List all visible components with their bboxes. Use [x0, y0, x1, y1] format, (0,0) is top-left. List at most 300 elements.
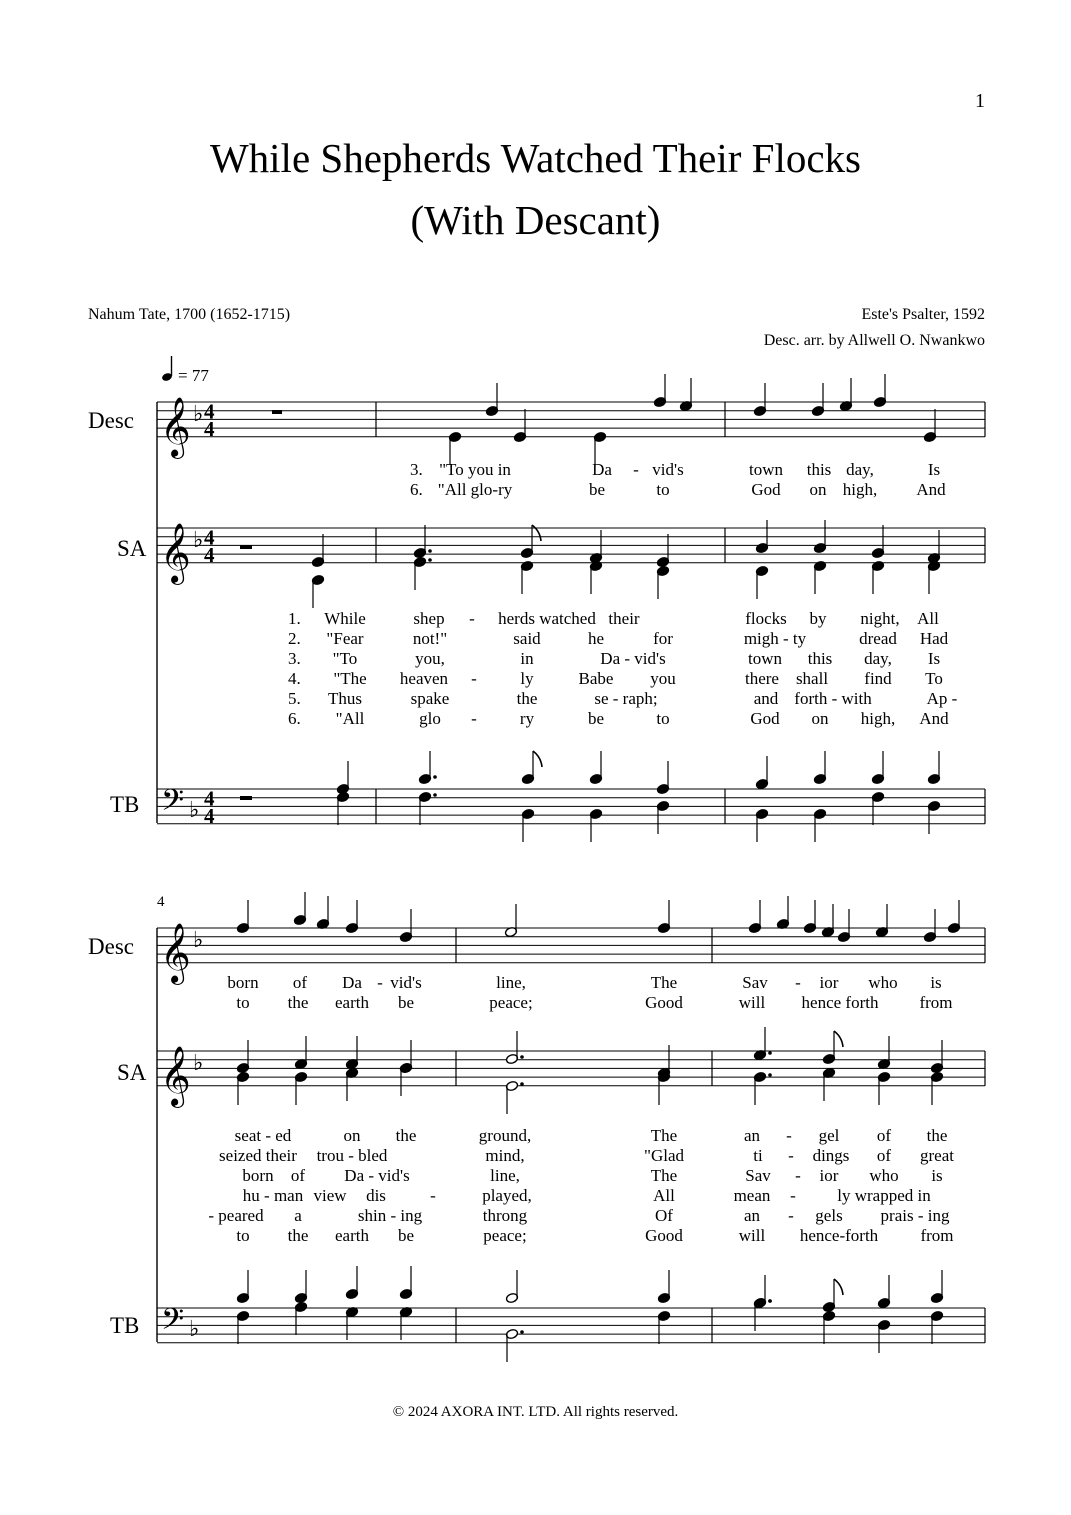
- note: [753, 1071, 771, 1105]
- staff: [157, 397, 985, 459]
- lyric-syllable: se - raph;: [594, 689, 658, 708]
- note: [755, 756, 768, 790]
- lyric-syllable: who: [869, 1166, 899, 1185]
- lyric-syllable: of: [292, 973, 308, 992]
- lyric-syllable: shall: [795, 669, 829, 688]
- flag: [834, 1279, 843, 1295]
- lyric-syllable: on: [343, 1126, 361, 1145]
- verse-number: 3.: [410, 460, 423, 479]
- lyric-syllable: To: [925, 669, 943, 688]
- lyric-syllable: is: [930, 973, 942, 992]
- lyricist-credit: Nahum Tate, 1700 (1652-1715): [88, 306, 291, 323]
- lyric-syllable: not!": [412, 629, 448, 648]
- rest-icon: [272, 410, 282, 414]
- lyric-syllable: of: [290, 1166, 306, 1185]
- note: [839, 378, 852, 412]
- staff: [157, 1303, 985, 1343]
- dot: [428, 549, 432, 553]
- time-signature-bottom: 4: [204, 803, 215, 828]
- note: [294, 1036, 307, 1070]
- lyric-syllable: is: [931, 1166, 943, 1185]
- note: [871, 560, 884, 594]
- lyric-syllable: line,: [496, 973, 526, 992]
- lyric-syllable: this: [807, 649, 833, 668]
- lyric-syllable: he: [587, 629, 605, 648]
- note: [656, 800, 669, 834]
- lyric-syllable: night,: [860, 609, 900, 628]
- lyric-syllable: a: [294, 1206, 302, 1225]
- lyric-syllable: -: [788, 1146, 794, 1165]
- note: [521, 751, 542, 785]
- note: [236, 900, 249, 934]
- note: [236, 1270, 249, 1304]
- lyric-syllable: of: [876, 1146, 892, 1165]
- note: [923, 409, 936, 443]
- lyric-syllable: -: [790, 1186, 796, 1205]
- lyric-syllable: be: [397, 1226, 415, 1245]
- lyric-syllable: dis: [366, 1186, 386, 1205]
- time-signature-top: 4: [204, 399, 215, 424]
- flat-icon: ♭: [193, 1050, 204, 1075]
- lyric-syllable: herds watched: [498, 609, 596, 628]
- note: [875, 904, 888, 938]
- lyric-syllable: -: [471, 709, 477, 728]
- note: [657, 1310, 670, 1344]
- treble-clef-icon: 𝄞: [160, 398, 191, 456]
- note: [399, 909, 412, 943]
- lyric-syllable: of: [876, 1126, 892, 1145]
- time-signature-bottom: 4: [204, 416, 215, 441]
- lyric-syllable: vid's: [652, 460, 684, 479]
- note: [345, 1067, 358, 1101]
- note: [755, 565, 768, 599]
- lyric-syllable: "All glo-ry: [437, 480, 513, 499]
- lyric-syllable: in: [520, 649, 534, 668]
- lyric-syllable: The: [650, 973, 678, 992]
- lyric-syllable: said: [513, 629, 541, 648]
- lyric-syllable: dings: [812, 1146, 850, 1165]
- lyric-syllable: an: [743, 1206, 761, 1225]
- note: [927, 530, 940, 564]
- lyric-syllable: prais - ing: [880, 1206, 950, 1225]
- verse-number: 3.: [288, 649, 301, 668]
- lyric-syllable: be: [397, 993, 415, 1012]
- lyric-syllable: gels: [815, 1206, 843, 1225]
- dot: [433, 775, 437, 779]
- note: [236, 1310, 249, 1344]
- lyric-syllable: "Fear: [326, 629, 364, 648]
- rest-icon: [240, 796, 252, 800]
- note: [589, 560, 602, 594]
- lyric-syllable: -: [795, 973, 801, 992]
- note: [336, 761, 349, 795]
- lyric-syllable: earth: [335, 993, 369, 1012]
- staff-label-tb: TB: [110, 792, 140, 817]
- treble-clef-icon: 𝄞: [160, 924, 191, 982]
- lyric-syllable: Sav: [742, 973, 768, 992]
- lyric-syllable: on: [809, 480, 827, 499]
- lyric-syllable: ry: [519, 709, 535, 728]
- note: [877, 1319, 890, 1353]
- tune-credit: Este's Psalter, 1592: [861, 306, 985, 323]
- lyric-syllable: Da: [592, 460, 612, 479]
- lyric-syllable: spake: [410, 689, 450, 708]
- verse-number: 6.: [410, 480, 423, 499]
- lyric-syllable: ly: [520, 669, 534, 688]
- flag: [533, 751, 542, 767]
- dot: [428, 558, 432, 562]
- lyric-syllable: While: [324, 609, 366, 628]
- dot: [768, 1299, 772, 1303]
- note: [811, 383, 824, 417]
- note: [813, 808, 826, 842]
- arranger-credit: Desc. arr. by Allwell O. Nwankwo: [763, 332, 985, 349]
- note: [656, 565, 669, 599]
- tempo-marking: [161, 356, 209, 385]
- note: [822, 1067, 835, 1101]
- verse-number: 2.: [288, 629, 301, 648]
- note: [311, 574, 324, 608]
- flat-icon: ♭: [193, 527, 204, 552]
- lyric-syllable: "To you in: [439, 460, 511, 479]
- title-line-2: (With Descant): [410, 197, 661, 243]
- note: [755, 808, 768, 842]
- lyric-syllable: -: [633, 460, 639, 479]
- lyric-syllable: "To: [332, 649, 358, 668]
- lyric-syllable: be: [587, 709, 605, 728]
- note: [947, 900, 960, 934]
- note: [822, 1310, 835, 1344]
- note: [753, 383, 766, 417]
- lyric-syllable: will: [738, 1226, 766, 1245]
- lyric-syllable: hence-forth: [799, 1226, 879, 1245]
- note: [657, 900, 670, 934]
- note: [311, 534, 324, 568]
- staff: [157, 923, 985, 985]
- lyric-syllable: Is: [927, 460, 941, 479]
- note: [753, 1027, 771, 1061]
- lyric-syllable: gel: [818, 1126, 840, 1145]
- lyric-syllable: shin - ing: [357, 1206, 423, 1225]
- lyric-syllable: - peared: [208, 1206, 264, 1225]
- lyric-syllable: dread: [859, 629, 897, 648]
- copyright-footer: © 2024 AXORA INT. LTD. All rights reserved.: [392, 1404, 679, 1420]
- lyric-syllable: peace;: [483, 1226, 527, 1245]
- measure-number: 4: [157, 894, 165, 910]
- note: [877, 1275, 890, 1309]
- lyric-syllable: Good: [645, 993, 683, 1012]
- lyric-syllable: Babe: [578, 669, 614, 688]
- lyric-syllable: -: [788, 1206, 794, 1225]
- lyric-syllable: there: [745, 669, 779, 688]
- lyric-syllable: by: [809, 609, 827, 628]
- note: [930, 1310, 943, 1344]
- staff: [157, 523, 985, 585]
- lyric-syllable: shep: [413, 609, 445, 628]
- dot: [520, 1330, 524, 1334]
- lyric-syllable: born: [227, 973, 259, 992]
- note: [877, 1036, 890, 1070]
- flag: [532, 525, 541, 541]
- lyric-syllable: day,: [846, 460, 874, 479]
- lyric-syllable: from: [920, 1226, 954, 1245]
- lyric-syllable: forth - with: [794, 689, 872, 708]
- lyric-syllable: "Glad: [644, 1146, 684, 1165]
- note: [316, 896, 329, 930]
- lyric-syllable: -: [469, 609, 475, 628]
- note: [656, 761, 669, 795]
- note: [656, 534, 669, 568]
- flat-icon: ♭: [189, 1316, 200, 1341]
- staff-label-descant-2: Desc: [88, 934, 134, 959]
- lyric-syllable: mean: [733, 1186, 771, 1205]
- treble-clef-icon: 𝄞: [160, 1047, 191, 1105]
- lyric-syllable: throng: [482, 1206, 528, 1225]
- note: [505, 1270, 518, 1304]
- lyric-syllable: for: [653, 629, 673, 648]
- lyric-syllable: -: [377, 973, 383, 992]
- lyric-syllable: Of: [655, 1206, 673, 1225]
- note: [513, 409, 526, 443]
- lyric-syllable: you,: [415, 649, 445, 668]
- note: [505, 1328, 523, 1362]
- note: [930, 1270, 943, 1304]
- lyric-syllable: Is: [927, 649, 941, 668]
- staff-label-descant: Desc: [88, 408, 134, 433]
- lyric-syllable: migh - ty: [743, 629, 807, 648]
- lyric-syllable: born: [242, 1166, 274, 1185]
- lyric-syllable: the: [287, 1226, 309, 1245]
- staff-label-sa: SA: [117, 536, 147, 561]
- lyric-syllable: seized their: [219, 1146, 297, 1165]
- note: [871, 751, 884, 785]
- lyric-syllable: the: [395, 1126, 417, 1145]
- lyric-syllable: And: [919, 709, 949, 728]
- staff: [157, 784, 985, 824]
- lyric-syllable: The: [650, 1166, 678, 1185]
- flat-icon: ♭: [193, 401, 204, 426]
- lyric-syllable: Da - vid's: [600, 649, 666, 668]
- lyric-syllable: the: [287, 993, 309, 1012]
- lyric-syllable: the: [516, 689, 538, 708]
- note: [927, 800, 940, 834]
- note: [871, 525, 884, 559]
- lyric-syllable: will: [738, 993, 766, 1012]
- note: [589, 808, 602, 842]
- lyric-syllable: God: [751, 480, 781, 499]
- note: [877, 1071, 890, 1105]
- staff: [157, 1046, 985, 1108]
- note: [813, 751, 826, 785]
- lyric-syllable: Da: [342, 973, 362, 992]
- bass-clef-icon: 𝄢: [161, 784, 185, 825]
- note: [873, 374, 886, 408]
- note: [927, 560, 940, 594]
- dot: [768, 1051, 772, 1055]
- note: [336, 791, 349, 825]
- note: [927, 751, 940, 785]
- lyric-syllable: "The: [333, 669, 367, 688]
- lyric-syllable: All: [917, 609, 939, 628]
- lyric-syllable: hence forth: [801, 993, 879, 1012]
- treble-clef-icon: 𝄞: [160, 524, 191, 582]
- note: [294, 1270, 307, 1304]
- verse-number: 6.: [288, 709, 301, 728]
- system-1: [157, 374, 985, 842]
- lyric-syllable: flocks: [745, 609, 787, 628]
- lyric-syllable: high,: [860, 709, 896, 728]
- note: [930, 1071, 943, 1105]
- note: [345, 900, 358, 934]
- lyric-syllable: And: [916, 480, 946, 499]
- lyric-syllable: glo: [419, 709, 441, 728]
- time-signature-top: 4: [204, 525, 215, 550]
- note: [776, 896, 789, 930]
- rest-icon: [240, 545, 252, 549]
- note: [923, 909, 936, 943]
- lyric-syllable: line,: [490, 1166, 520, 1185]
- note: [345, 1306, 358, 1340]
- lyric-syllable: Ap -: [926, 689, 958, 708]
- verse-number: 1.: [288, 609, 301, 628]
- lyric-syllable: Sav: [745, 1166, 771, 1185]
- note: [294, 1071, 307, 1105]
- note: [753, 1297, 771, 1331]
- note: [293, 892, 306, 926]
- lyric-syllable: -: [430, 1186, 436, 1205]
- lyric-syllable: Good: [645, 1226, 683, 1245]
- lyric-syllable: view: [313, 1186, 347, 1205]
- note: [748, 900, 761, 934]
- note: [345, 1266, 358, 1300]
- note: [505, 1080, 523, 1114]
- lyric-syllable: peace;: [489, 993, 533, 1012]
- lyric-syllable: to: [236, 1226, 250, 1245]
- staff-label-tb-2: TB: [110, 1313, 140, 1338]
- staff-labels: [88, 408, 165, 1338]
- lyric-syllable: ior: [819, 973, 839, 992]
- note: [399, 1062, 412, 1096]
- note: [653, 374, 666, 408]
- lyric-syllable: played,: [482, 1186, 532, 1205]
- note: [589, 751, 602, 785]
- note: [504, 904, 517, 938]
- lyric-syllable: and: [753, 689, 779, 708]
- lyric-syllable: All: [653, 1186, 675, 1205]
- dot: [520, 1082, 524, 1086]
- lyric-syllable: who: [868, 973, 898, 992]
- note: [236, 1071, 249, 1105]
- note: [679, 378, 692, 412]
- note: [345, 1036, 358, 1070]
- lyric-syllable: their: [608, 609, 640, 628]
- lyric-syllable: be: [588, 480, 606, 499]
- note: [803, 900, 816, 934]
- lyric-syllable: Thus: [328, 689, 362, 708]
- lyric-syllable: ti: [753, 1146, 763, 1165]
- lyric-syllable: town: [749, 460, 783, 479]
- lyric-syllable: to: [656, 480, 670, 499]
- lyric-syllable: you: [650, 669, 676, 688]
- tempo-text: = 77: [178, 366, 209, 385]
- note: [657, 1071, 670, 1105]
- verse-number: 4.: [288, 669, 301, 688]
- note: [821, 904, 834, 938]
- lyric-syllable: an: [743, 1126, 761, 1145]
- page-number: 1: [975, 90, 985, 112]
- verse-number: 5.: [288, 689, 301, 708]
- lyric-syllable: trou - bled: [316, 1146, 388, 1165]
- lyric-syllable: seat - ed: [234, 1126, 292, 1145]
- lyric-syllable: from: [919, 993, 953, 1012]
- bass-clef-icon: 𝄢: [161, 1303, 185, 1344]
- note: [413, 556, 431, 590]
- lyric-syllable: on: [811, 709, 829, 728]
- lyric-syllable: heaven: [399, 669, 449, 688]
- lyric-syllable: "All: [335, 709, 365, 728]
- lyric-syllable: mind,: [485, 1146, 525, 1165]
- time-signature-bottom: 4: [204, 542, 215, 567]
- note: [589, 530, 602, 564]
- lyric-syllable: vid's: [390, 973, 422, 992]
- lyric-syllable: Had: [919, 629, 949, 648]
- lyric-syllable: Da - vid's: [344, 1166, 410, 1185]
- lyric-syllable: ior: [819, 1166, 839, 1185]
- lyric-syllable: find: [864, 669, 892, 688]
- note: [294, 1301, 307, 1335]
- time-signature-top: 4: [204, 786, 215, 811]
- note: [520, 560, 533, 594]
- lyric-syllable: -: [471, 669, 477, 688]
- lyric-syllable: The: [650, 1126, 678, 1145]
- lyric-syllable: ground,: [478, 1126, 532, 1145]
- note: [657, 1270, 670, 1304]
- lyric-syllable: day,: [864, 649, 892, 668]
- lyric-syllable: high,: [842, 480, 878, 499]
- dot: [768, 1073, 772, 1077]
- note: [418, 791, 436, 825]
- note: [399, 1266, 412, 1300]
- note: [930, 1040, 943, 1074]
- title-line-1: While Shepherds Watched Their Flocks: [209, 135, 862, 181]
- lyric-syllable: the: [926, 1126, 948, 1145]
- lyric-syllable: God: [750, 709, 780, 728]
- note: [236, 1040, 249, 1074]
- lyric-syllable: great: [920, 1146, 954, 1165]
- lyric-syllable: to: [656, 709, 670, 728]
- lyric-syllable: hu - man: [242, 1186, 304, 1205]
- lyric-syllable: -: [786, 1126, 792, 1145]
- lyric-syllable: ly wrapped in: [837, 1186, 931, 1205]
- note: [485, 383, 498, 417]
- note: [418, 751, 436, 785]
- flat-icon: ♭: [189, 797, 200, 822]
- lyric-syllable: town: [748, 649, 782, 668]
- lyric-syllable: earth: [335, 1226, 369, 1245]
- dot: [433, 793, 437, 797]
- dot: [520, 1055, 524, 1059]
- lyric-syllable: to: [236, 993, 250, 1012]
- flag: [834, 1031, 843, 1047]
- staff-label-sa-2: SA: [117, 1060, 147, 1085]
- note: [871, 791, 884, 825]
- lyric-syllable: -: [795, 1166, 801, 1185]
- note: [813, 560, 826, 594]
- note: [837, 909, 850, 943]
- lyric-syllable: this: [806, 460, 832, 479]
- note: [521, 808, 534, 842]
- flat-icon: ♭: [193, 927, 204, 952]
